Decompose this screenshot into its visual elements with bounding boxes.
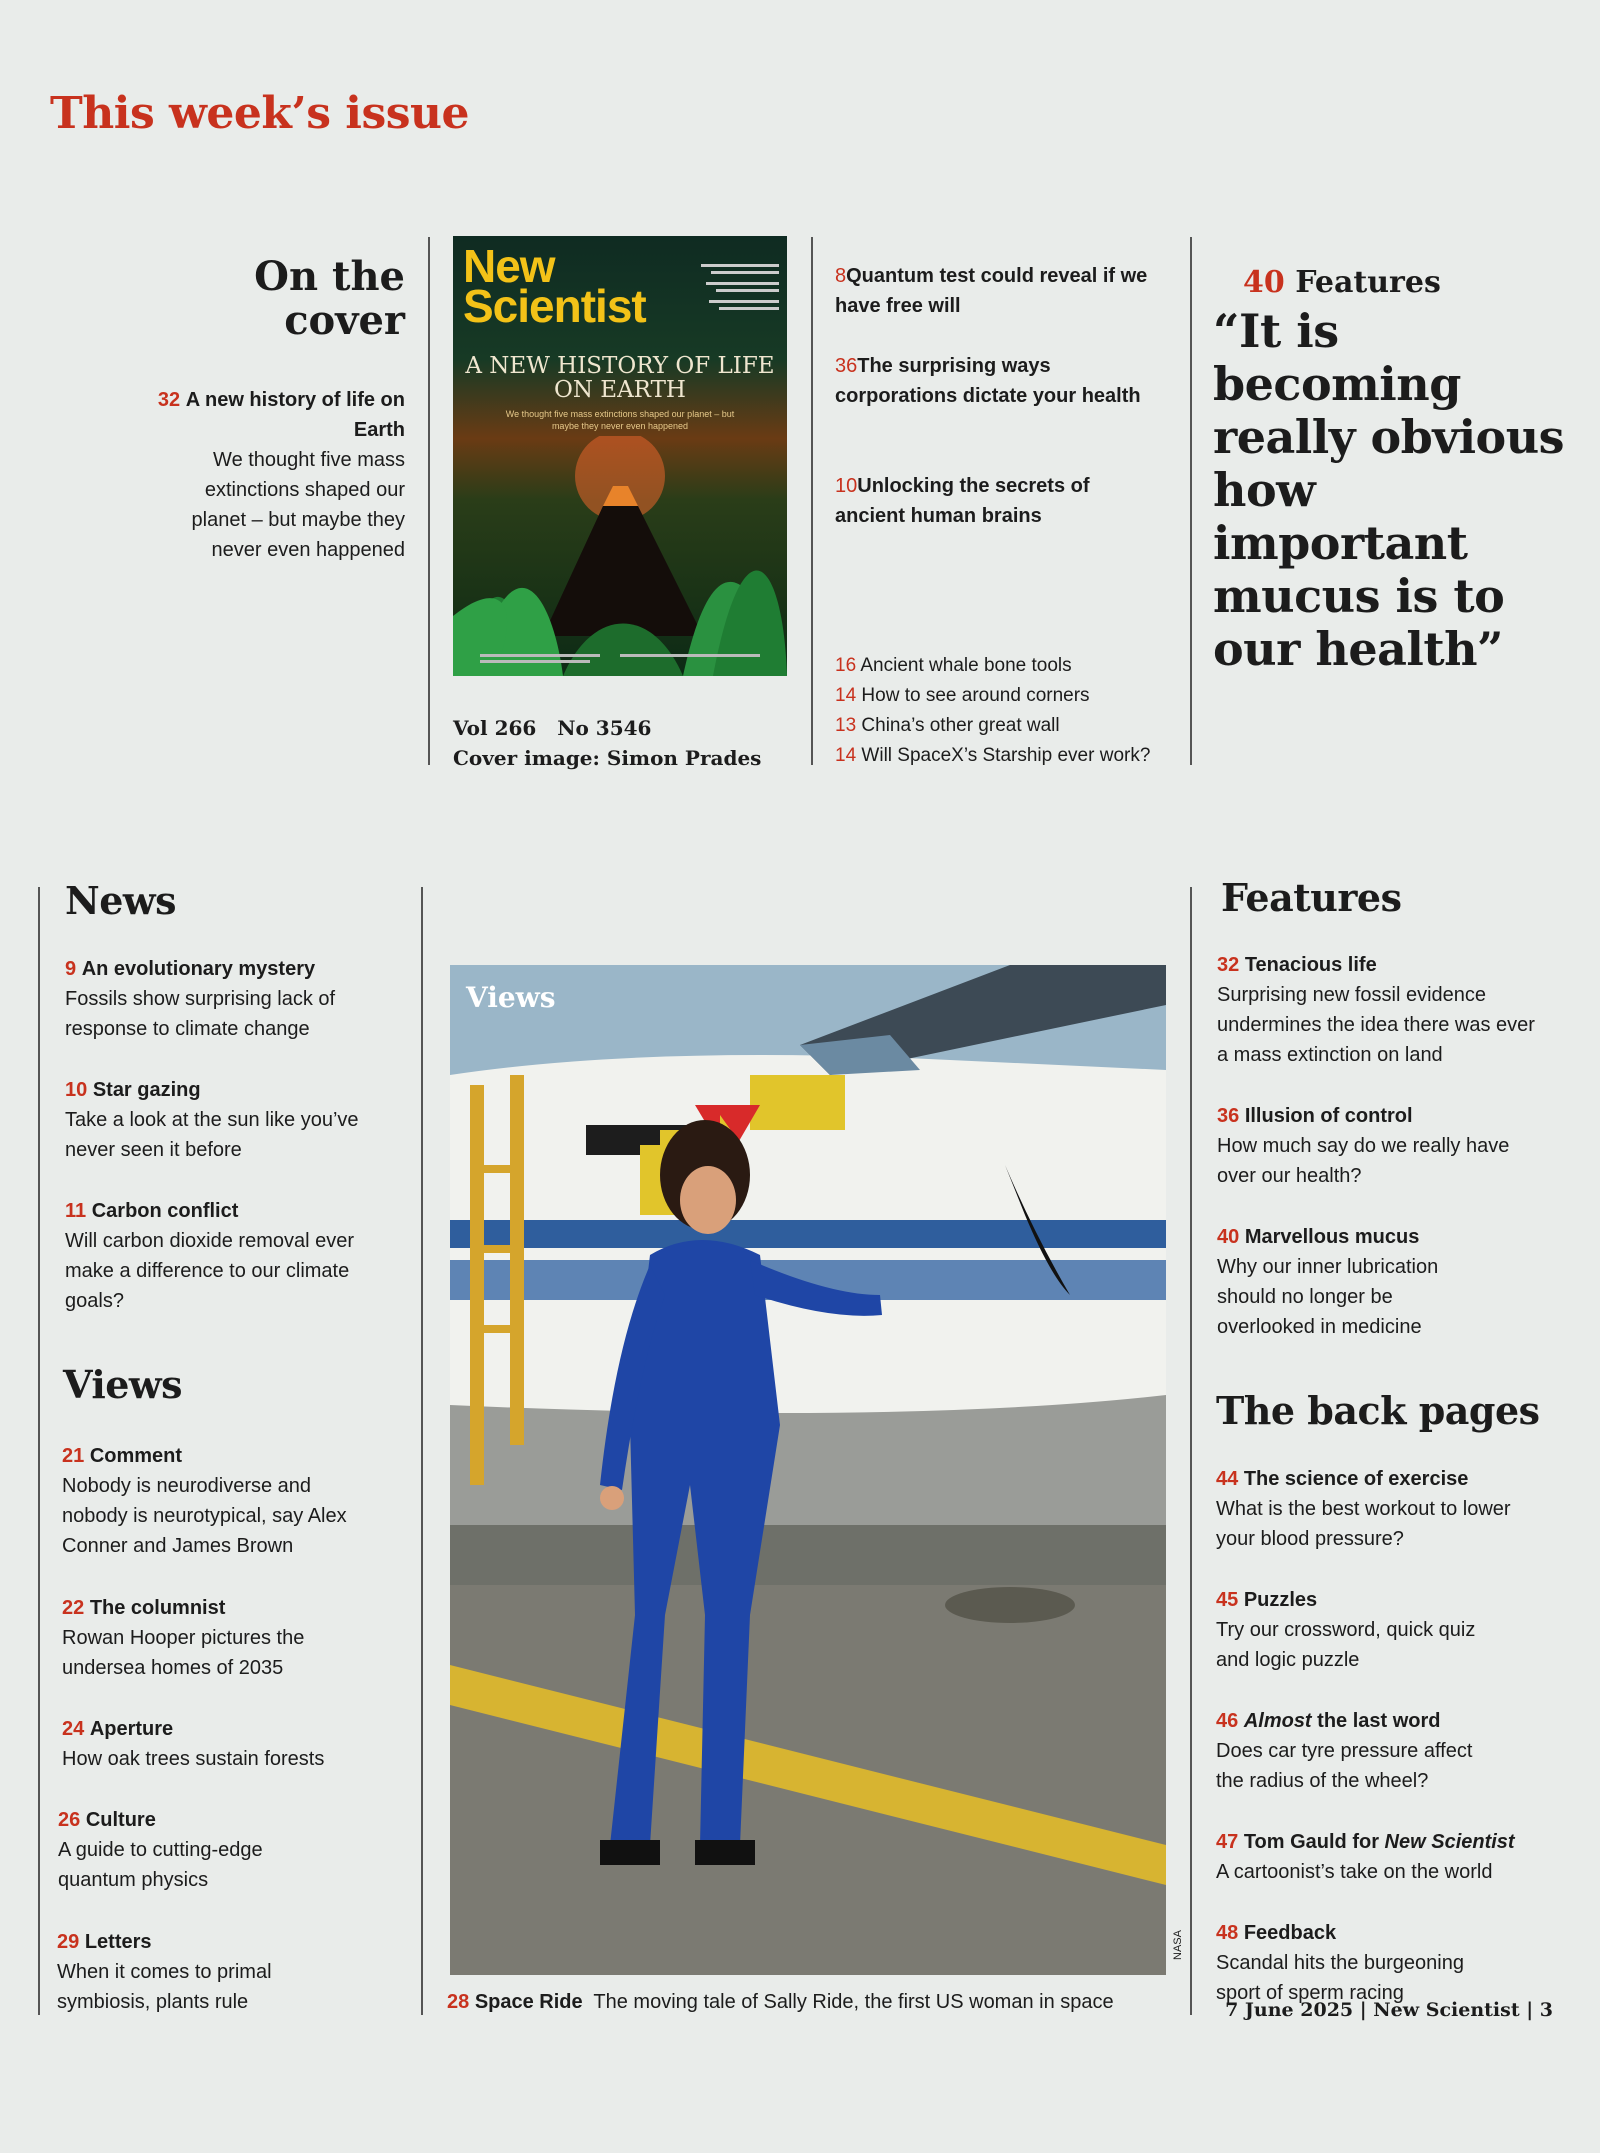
news-item[interactable] [65,1196,355,1316]
item-description: A guide to cutting-edge quantum physics [58,1839,263,1891]
item-description: How much say do we really have over our health? [1217,1135,1510,1187]
cover-list-item[interactable] [835,351,1165,411]
item-number: 22 [62,1597,85,1619]
item-description: Fossils show surprising lack of response to climate change [65,988,336,1040]
item-number: 11 [65,1200,87,1222]
item-title: Quantum test could reveal if we have free will [835,265,1148,317]
views-item[interactable] [62,1714,392,1774]
item-title-italic: Almost [1243,1710,1312,1732]
on-the-cover-heading: On the cover [254,253,405,344]
photo-credit: NASA [1172,1930,1184,1960]
short-list-item[interactable] [835,741,1175,771]
features-heading: Features [1221,875,1402,920]
item-title: Tenacious life [1244,954,1377,976]
news-heading: News [65,878,177,923]
item-title: Space Ride [474,1991,583,2013]
item-number: 32 [1217,954,1240,976]
item-number: 24 [62,1718,85,1740]
volume-info [453,713,761,773]
column-divider [38,887,40,2015]
item-description: How oak trees sustain forests [62,1748,325,1770]
short-list-item[interactable] [835,681,1175,711]
item-title: Aperture [89,1718,174,1740]
item-title: China’s other great wall [861,715,1060,736]
news-item[interactable] [65,954,395,1044]
item-title: Star gazing [92,1079,201,1101]
item-number: 47 [1216,1831,1239,1853]
page-number: 3 [1539,1999,1553,2021]
features-item[interactable] [1217,1222,1487,1342]
column-divider [1190,887,1192,2015]
item-title: Carbon conflict [91,1200,239,1222]
magazine-logo: New Scientist [463,240,646,332]
item-title: The surprising ways corporations dictate your health [835,355,1141,407]
photo-caption[interactable] [447,1987,1114,2017]
footer-lines-icon [470,652,770,664]
item-number: 36 [1217,1105,1240,1127]
item-description: What is the best workout to lower your blood pressure? [1216,1498,1511,1550]
item-description: Why our inner lubrication should no longer be overlooked in medicine [1217,1256,1439,1338]
magazine-headline: A NEW HISTORY OF LIFE ON EARTH [465,353,775,403]
item-title: Comment [89,1445,183,1467]
cover-lead-description: We thought five mass extinctions shaped our planet – but maybe they never even happened [191,449,405,561]
item-number: 45 [1216,1589,1239,1611]
back-pages-item[interactable] [1216,1585,1486,1675]
views-item[interactable] [62,1441,362,1561]
item-title: Unlocking the secrets of ancient human brains [835,475,1090,527]
item-description: Try our crossword, quick quiz and logic puzzle [1216,1619,1476,1671]
page-folio: 7 June 2025 | New Scientist | 3 [1225,1999,1553,2021]
back-pages-item[interactable] [1216,1706,1496,1796]
back-pages-item[interactable] [1216,1827,1556,1887]
back-pages-heading: The back pages [1216,1388,1540,1433]
item-number: 9 [65,958,77,980]
magazine-subhead: We thought five mass extinctions shaped our planet – but maybe they never even happened [505,409,735,431]
item-number: 28 [447,1991,470,2013]
column-divider [811,237,813,765]
item-number: 26 [58,1809,81,1831]
item-number: 48 [1216,1922,1239,1944]
photo-section-label: Views [466,981,556,1014]
item-title: Ancient whale bone tools [860,655,1072,676]
views-item[interactable] [58,1805,318,1895]
features-item[interactable] [1217,1101,1517,1191]
back-pages-item[interactable] [1216,1918,1496,2008]
cover-short-list [835,651,1175,771]
magazine-cover-image[interactable] [453,236,787,676]
short-list-item[interactable] [835,651,1175,681]
item-description: Scandal hits the burgeoning sport of sperm racing [1216,1952,1464,2004]
cover-lead-number: 32 [157,389,181,411]
item-description: Rowan Hooper pictures the undersea homes of 2035 [62,1627,305,1679]
item-description: Will carbon dioxide removal ever make a difference to our climate goals? [65,1230,355,1312]
sally-ride-photo-illustration [450,965,1166,1975]
magazine-strapline [681,262,779,325]
item-number: 46 [1216,1710,1239,1732]
item-number: 8 [835,265,847,287]
column-divider [1190,237,1192,765]
cover-image-credit: Cover image: Simon Prades [453,746,762,770]
item-title: Letters [84,1931,152,1953]
item-title: Will SpaceX’s Starship ever work? [861,745,1151,766]
item-number: 13 [835,715,857,736]
item-title: Marvellous mucus [1244,1226,1420,1248]
item-title: An evolutionary mystery [81,958,316,980]
volcano-jungle-illustration [453,436,787,676]
item-title: the last word [1311,1710,1441,1732]
item-title: Illusion of control [1244,1105,1413,1127]
cover-list-item[interactable] [835,261,1165,321]
item-title: Feedback [1243,1922,1337,1944]
short-list-item[interactable] [835,711,1175,741]
cover-lead-title: A new history of life on Earth [185,389,405,441]
cover-lead-story[interactable] [150,385,405,565]
item-description: When it comes to primal symbiosis, plants rule [57,1961,272,2013]
item-number: 44 [1216,1468,1239,1490]
item-number: 21 [62,1445,85,1467]
column-divider [428,237,430,765]
item-description: The moving tale of Sally Ride, the first US woman in space [593,1991,1114,2013]
item-number: 40 [1217,1226,1240,1248]
news-item[interactable] [65,1075,375,1165]
item-number: 10 [65,1079,88,1101]
item-number: 14 [835,685,857,706]
item-description: Take a look at the sun like you’ve never seen it before [65,1109,359,1161]
features-item[interactable] [1217,950,1547,1070]
item-number: 16 [835,655,857,676]
issue-date: 7 June 2025 [1225,1999,1354,2021]
publication-name: New Scientist [1373,1999,1520,2021]
back-pages-item[interactable] [1216,1464,1516,1554]
item-number: 14 [835,745,857,766]
item-title: How to see around corners [861,685,1090,706]
item-description: Nobody is neurodiverse and nobody is neurotypical, say Alex Conner and James Brown [62,1475,347,1557]
views-heading: Views [63,1362,183,1407]
strapline-lines-icon [681,262,779,322]
item-description: Does car tyre pressure affect the radius of the wheel? [1216,1740,1473,1792]
views-item[interactable] [57,1927,317,2017]
item-title: Features [1295,265,1441,300]
item-description: Surprising new fossil evidence undermines the idea there was ever a mass extinction on land [1217,984,1535,1066]
feature-quote-tag[interactable] [1243,265,1441,300]
item-title: Tom Gauld for [1243,1831,1385,1853]
views-item[interactable] [62,1593,362,1683]
item-description: A cartoonist’s take on the world [1216,1861,1493,1883]
feature-pull-quote: “It is becoming really obvious how important mucus is to our health” [1213,304,1565,676]
item-title: Culture [85,1809,156,1831]
item-number: 10 [835,475,858,497]
page-title: This week’s issue [50,88,470,139]
item-number: 36 [835,355,858,377]
item-number: 40 [1243,265,1285,300]
cover-list-item[interactable] [835,471,1165,531]
astronaut-photo[interactable] [450,965,1166,1975]
column-divider [421,887,423,2015]
item-title: The columnist [89,1597,226,1619]
item-title: The science of exercise [1243,1468,1469,1490]
magazine-footer [453,652,787,666]
item-title-italic: New Scientist [1384,1831,1515,1853]
volume-number: Vol 266 No 3546 [453,716,652,740]
item-number: 29 [57,1931,80,1953]
item-title: Puzzles [1243,1589,1318,1611]
